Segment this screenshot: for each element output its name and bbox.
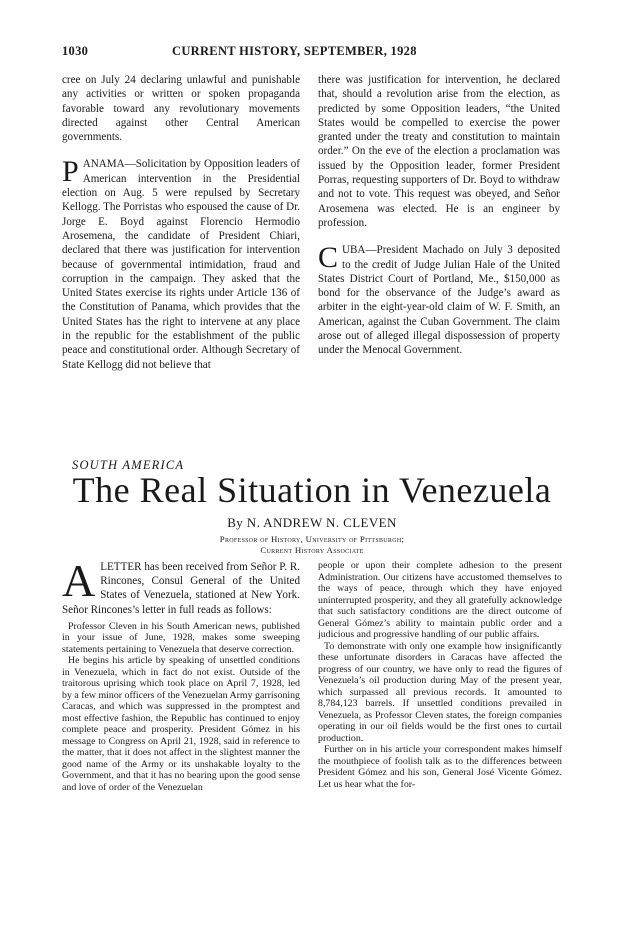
running-title: CURRENT HISTORY, SEPTEMBER, 1928 xyxy=(172,44,417,58)
quoted-paragraph: To demonstrate with only one example how insignificantly these unfortunate disorders in Caracas have affected the progress of our country, we have only to read the figures of Venezuela’s oil production during May of the present year, which surpassed all previous records. It amounted to 8,784,123 barrels. If unsettled conditions prevailed in Venezuela, as Professor Cleven states, the foreign companies operating in our oil fields would be the first ones to curtail production. xyxy=(318,640,562,744)
quoted-paragraph: Professor Cleven in his South American news, published in your issue of June, 1928, makes some sweeping statements pertaining to Venezuela that deserve correction. xyxy=(62,620,300,655)
top-left-column xyxy=(62,73,300,372)
bottom-left-column xyxy=(62,555,300,793)
drop-cap: A xyxy=(62,555,96,606)
affiliation-line: Professor of History, University of Pittsburgh; xyxy=(219,534,405,544)
top-right-column xyxy=(318,73,560,358)
article-title: The Real Situation in Venezuela xyxy=(72,470,552,510)
intro-paragraph xyxy=(62,555,300,617)
intro-text: LETTER has been received from Señor P. R. Rincones, Consul General of the United States of Venezuela, stationed at New York. Señor Rincones’s letter in full reads as follows: xyxy=(62,561,300,616)
affiliation-line: Current History Associate xyxy=(260,545,364,555)
cuba-text: UBA—President Machado on July 3 deposited to the credit of Judge Julian Hale of the United States District Court of Portland, Me., $150,000 as bond for the observance of the Judge’s award as arbiter in the eight-year-old claim of W. F. Smith, an American, against the Cuban Government. The claim arose out of alleged illegal dispossession of property under the Menocal Government. xyxy=(318,244,560,357)
paragraph-continued: cree on July 24 declaring unlawful and punishable any activities or written or spoken propaganda favorable toward any revolutionary movements directed against other Central American governments. xyxy=(62,74,300,144)
quoted-paragraph: people or upon their complete adhesion to the present Administration. Our citizens have accustomed themselves to the ways of peace, through which they have enjoyed uninterrupted prosperity, and they all gratefully acknowledge that such satisfactory conditions are the direct outcome of General Gómez’s ability to maintain public order and a judicious and progressive handling of our public affairs. xyxy=(318,560,562,640)
paragraph-panama-continued: there was justification for intervention, he declared that, should a revolution arise from the election, as predicted by some Opposition leaders, “the United States would be compelled to exercise the power granted under the treaty and constitution to maintain order.” On the eve of the election a proclamation was issued by the Opposition leader, former President Porras, requesting supporters of Dr. Boyd to withdraw and not to vote. This request was obeyed, and Señor Arosemena was elected. He is an engineer by profession. xyxy=(318,74,560,229)
page-number: 1030 xyxy=(62,44,89,58)
author-affiliation xyxy=(0,534,624,556)
panama-paragraph xyxy=(62,157,300,371)
article-byline: By N. ANDREW N. CLEVEN xyxy=(227,515,397,530)
quoted-paragraph: Further on in his article your correspondent makes himself the mouthpiece of foolish talk as to the differences between President Gómez and his son, General José Vicente Gómez. Let us hear what the for- xyxy=(318,744,562,790)
cuba-paragraph xyxy=(318,243,560,357)
drop-cap: C xyxy=(318,241,339,275)
section-label: SOUTH AMERICA xyxy=(72,458,185,472)
panama-text: ANAMA—Solicitation by Opposition leaders of American intervention in the Presidential election on Aug. 5 were repulsed by Secretary Kellogg. The Porristas who espoused the cause of Dr. Jorge E. Boyd against Florencio Hermodio Arosemena, the candidate of President Chiari, declared that there was justification for intervention because of governmental intimidation, fraud and corruption in the campaign. They asked that the United States exercise its rights under Article 136 of the Constitution of Panama, which provides that the United States has the right to intervene at any place in the republic for the establishment of the public peace and constitutional order. Although Secretary of State Kellogg did not believe that xyxy=(62,158,300,371)
running-header xyxy=(62,44,562,60)
bottom-right-column xyxy=(318,560,562,790)
drop-cap: P xyxy=(62,155,79,189)
quoted-paragraph: He begins his article by speaking of unsettled conditions in Venezuela, which in fact do not exist. Outside of the traitorous uprising which took place on April 7, 1928, led by a few minor officers of the Venezuelan Army garrisoning Caracas, and which was suppressed in the promptest and most effective fashion, the Republic has continued to enjoy complete peace and prosperity. President Gómez in his message to Congress on April 21, 1928, said in reference to the matter, that it does not affect in the slightest manner the good name of the Army or its unshakable loyalty to the Government, and that it has no bearing upon the good sense and love of order of the Venezuelan xyxy=(62,655,300,793)
